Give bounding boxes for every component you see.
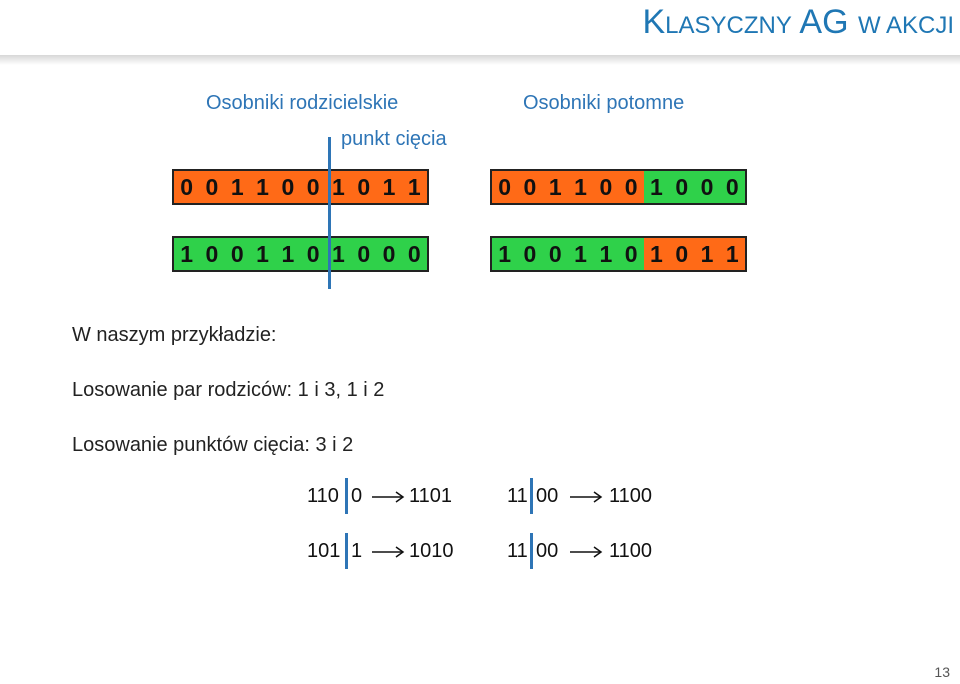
title-divider — [0, 55, 960, 65]
gene-bit: 0 — [720, 171, 745, 203]
example-1a-result: 1101 — [409, 485, 453, 507]
gene-bit: 1 — [174, 238, 199, 270]
page-number: 13 — [934, 664, 950, 680]
example-2a-cut-line — [345, 533, 348, 569]
child-1-chromosome — [490, 169, 747, 205]
gene-bit: 1 — [568, 171, 593, 203]
gene-bit: 0 — [351, 171, 376, 203]
gene-bit: 1 — [694, 238, 719, 270]
gene-bit: 0 — [225, 238, 250, 270]
arrow-icon — [370, 491, 406, 503]
gene-bit: 1 — [250, 238, 275, 270]
child-2-chromosome — [490, 236, 747, 272]
example-2a-result: 1010 — [409, 540, 454, 562]
example-2b-left: 11 — [507, 540, 528, 562]
gene-bit: 0 — [300, 238, 325, 270]
gene-bit: 0 — [376, 238, 401, 270]
gene-bit: 1 — [543, 171, 568, 203]
example-1b-left: 11 — [507, 485, 528, 507]
arrow-icon — [568, 491, 604, 503]
parent-draw-text: Losowanie par rodziców: 1 i 3, 1 i 2 — [72, 379, 385, 401]
gene-bit: 0 — [402, 238, 427, 270]
gene-bit: 1 — [568, 238, 593, 270]
gene-bit: 0 — [669, 171, 694, 203]
cut-draw-text: Losowanie punktów cięcia: 3 i 2 — [72, 434, 354, 456]
example-1a-cut-line — [345, 478, 348, 514]
gene-bit: 0 — [199, 171, 224, 203]
gene-bit: 1 — [376, 171, 401, 203]
example-1a-right: 0 — [351, 485, 363, 507]
gene-bit: 1 — [593, 238, 618, 270]
example-2b-cut-line — [530, 533, 533, 569]
gene-bit: 0 — [351, 238, 376, 270]
gene-bit: 1 — [326, 238, 351, 270]
example-2b-right: 00 — [536, 540, 559, 562]
gene-bit: 0 — [517, 238, 542, 270]
example-2a-right: 1 — [351, 540, 363, 562]
slide-title: KLASYCZNY AG W AKCJI — [642, 3, 954, 41]
cut-point-line — [328, 137, 331, 289]
example-heading: W naszym przykładzie: — [72, 324, 277, 346]
example-2b-result: 1100 — [609, 540, 653, 562]
parents-label: Osobniki rodzicielskie — [206, 92, 399, 114]
arrow-icon — [370, 546, 406, 558]
children-label: Osobniki potomne — [523, 92, 685, 114]
gene-bit: 0 — [199, 238, 224, 270]
example-1b-result: 1100 — [609, 485, 653, 507]
gene-bit: 0 — [543, 238, 568, 270]
parent-2-chromosome — [172, 236, 429, 272]
gene-bit: 1 — [720, 238, 745, 270]
gene-bit: 1 — [225, 171, 250, 203]
gene-bit: 1 — [402, 171, 427, 203]
example-1b-right: 00 — [536, 485, 559, 507]
gene-bit: 0 — [517, 171, 542, 203]
gene-bit: 1 — [326, 171, 351, 203]
example-2a-left: 101 — [307, 540, 341, 562]
gene-bit: 1 — [644, 238, 669, 270]
gene-bit: 0 — [669, 238, 694, 270]
gene-bit: 0 — [694, 171, 719, 203]
example-1b-cut-line — [530, 478, 533, 514]
gene-bit: 1 — [250, 171, 275, 203]
gene-bit: 1 — [644, 171, 669, 203]
gene-bit: 1 — [275, 238, 300, 270]
gene-bit: 0 — [593, 171, 618, 203]
gene-bit: 0 — [275, 171, 300, 203]
gene-bit: 0 — [174, 171, 199, 203]
gene-bit: 0 — [618, 171, 643, 203]
parent-1-chromosome — [172, 169, 429, 205]
gene-bit: 0 — [618, 238, 643, 270]
example-1a-left: 110 — [307, 485, 339, 507]
cut-point-label: punkt cięcia — [341, 128, 447, 150]
arrow-icon — [568, 546, 604, 558]
gene-bit: 0 — [300, 171, 325, 203]
gene-bit: 0 — [492, 171, 517, 203]
gene-bit: 1 — [492, 238, 517, 270]
